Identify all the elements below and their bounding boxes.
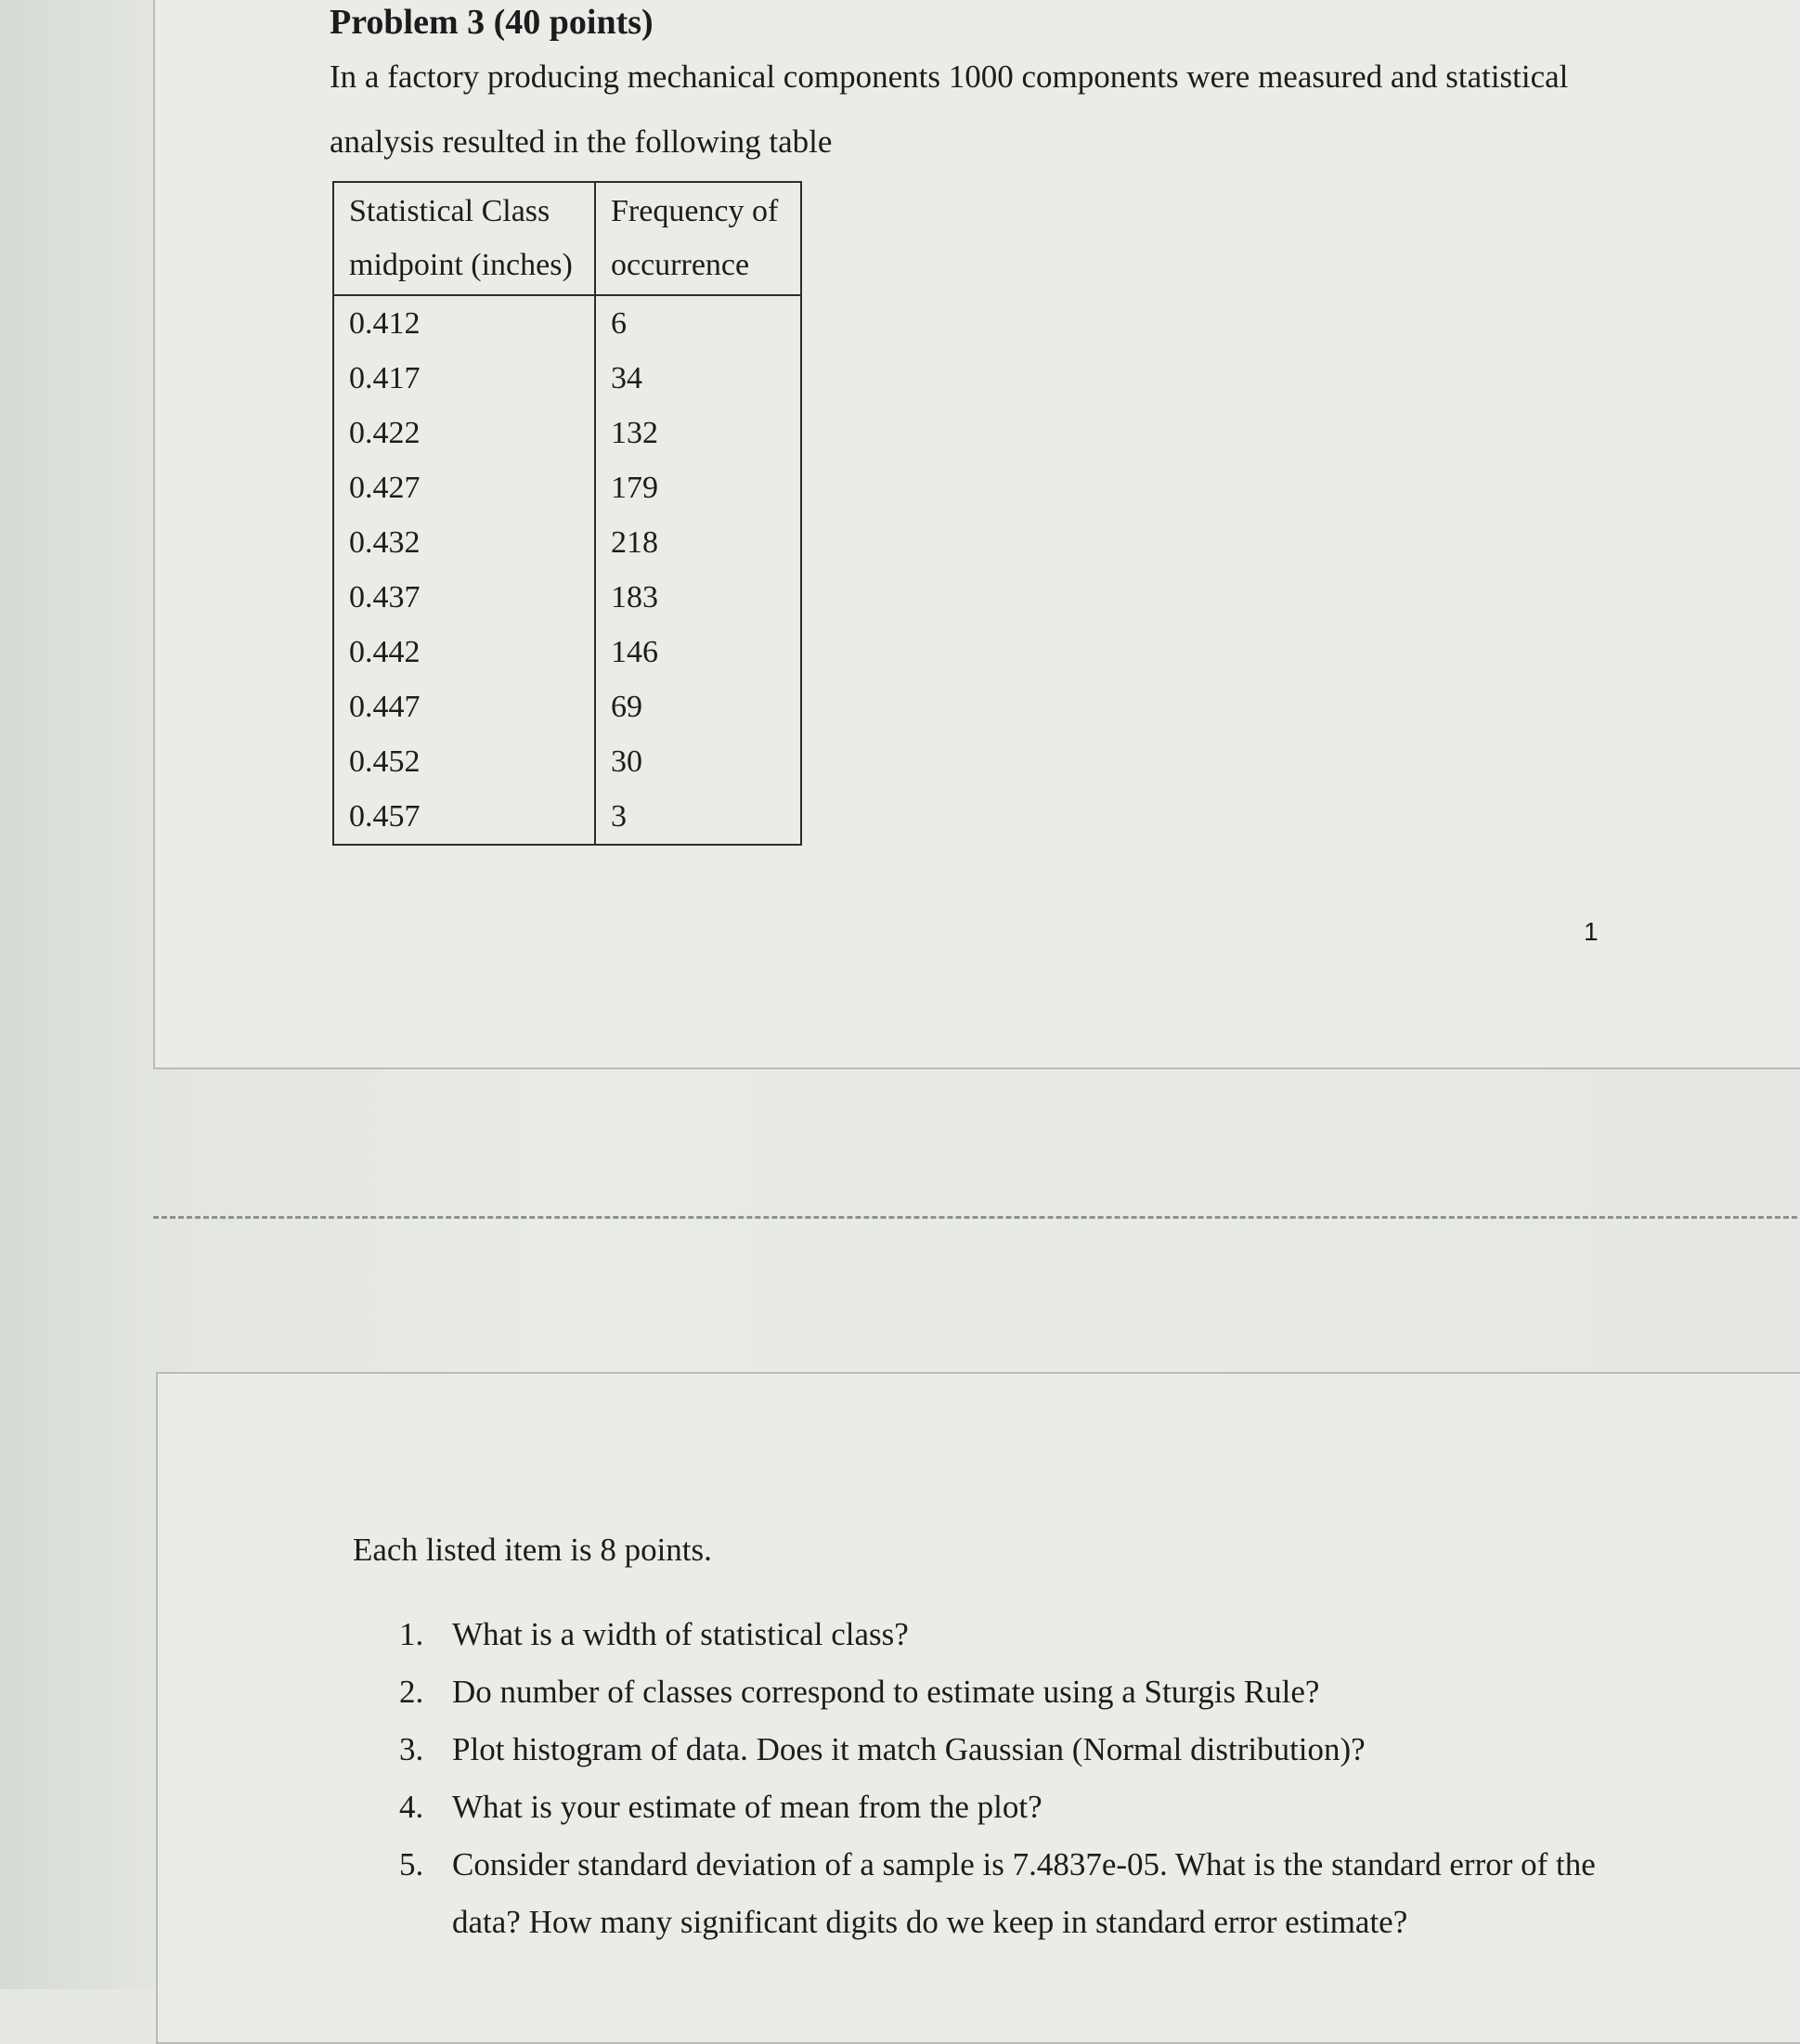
frequency-cell: 179 [595, 460, 801, 515]
table-row [333, 515, 801, 570]
frequency-cell: 69 [595, 679, 801, 734]
page-number: 1 [1584, 917, 1599, 946]
frequency-cell: 6 [595, 295, 801, 351]
frequency-table [332, 181, 802, 846]
midpoint-cell: 0.432 [333, 515, 595, 570]
frequency-cell: 3 [595, 789, 801, 845]
frequency-cell: 34 [595, 351, 801, 406]
problem-title: Problem 3 (40 points) [330, 3, 654, 42]
question-text: Do number of classes correspond to estimate using a Sturgis Rule? [452, 1674, 1320, 1710]
midpoint-cell: 0.422 [333, 406, 595, 460]
question-number: 2. [399, 1674, 424, 1710]
question-text: Consider standard deviation of a sample is 7.4837e-05. What is the standard error of the data? How many significant digits do we keep in standard error estimate? [452, 1846, 1596, 1940]
question-text: Plot histogram of data. Does it match Gaussian (Normal distribution)? [452, 1731, 1366, 1767]
midpoint-cell: 0.452 [333, 734, 595, 789]
midpoint-cell: 0.417 [333, 351, 595, 406]
list-item [399, 1779, 1625, 1836]
list-item [399, 1721, 1625, 1779]
midpoint-cell: 0.412 [333, 295, 595, 351]
frequency-cell: 30 [595, 734, 801, 789]
table-row [333, 406, 801, 460]
table-row [333, 734, 801, 789]
table-row [333, 295, 801, 351]
midpoint-cell: 0.427 [333, 460, 595, 515]
table-row [333, 351, 801, 406]
question-text: What is a width of statistical class? [452, 1616, 909, 1652]
header-frequency: Frequency of occurrence [595, 182, 801, 295]
midpoint-cell: 0.457 [333, 789, 595, 845]
page-break-divider [153, 1216, 1800, 1219]
question-number: 5. [399, 1846, 424, 1882]
frequency-cell: 146 [595, 625, 801, 679]
table-row [333, 625, 801, 679]
points-note: Each listed item is 8 points. [353, 1532, 712, 1568]
frequency-cell: 132 [595, 406, 801, 460]
frequency-cell: 218 [595, 515, 801, 570]
list-item [399, 1663, 1625, 1721]
list-item [399, 1606, 1625, 1663]
header-class-midpoint: Statistical Class midpoint (inches) [333, 182, 595, 295]
list-item [399, 1836, 1625, 1951]
table-row [333, 789, 801, 845]
table-header-row [333, 182, 801, 295]
question-number: 4. [399, 1789, 424, 1825]
question-list [399, 1606, 1625, 1951]
question-text: What is your estimate of mean from the plot? [452, 1789, 1042, 1825]
table-row [333, 679, 801, 734]
table-row [333, 570, 801, 625]
midpoint-cell: 0.437 [333, 570, 595, 625]
midpoint-cell: 0.447 [333, 679, 595, 734]
frequency-cell: 183 [595, 570, 801, 625]
table-row [333, 460, 801, 515]
question-number: 1. [399, 1616, 424, 1652]
problem-intro: In a factory producing mechanical components 1000 components were measured and statistical analysis resulted in the following table [330, 58, 1569, 160]
question-number: 3. [399, 1731, 424, 1767]
midpoint-cell: 0.442 [333, 625, 595, 679]
